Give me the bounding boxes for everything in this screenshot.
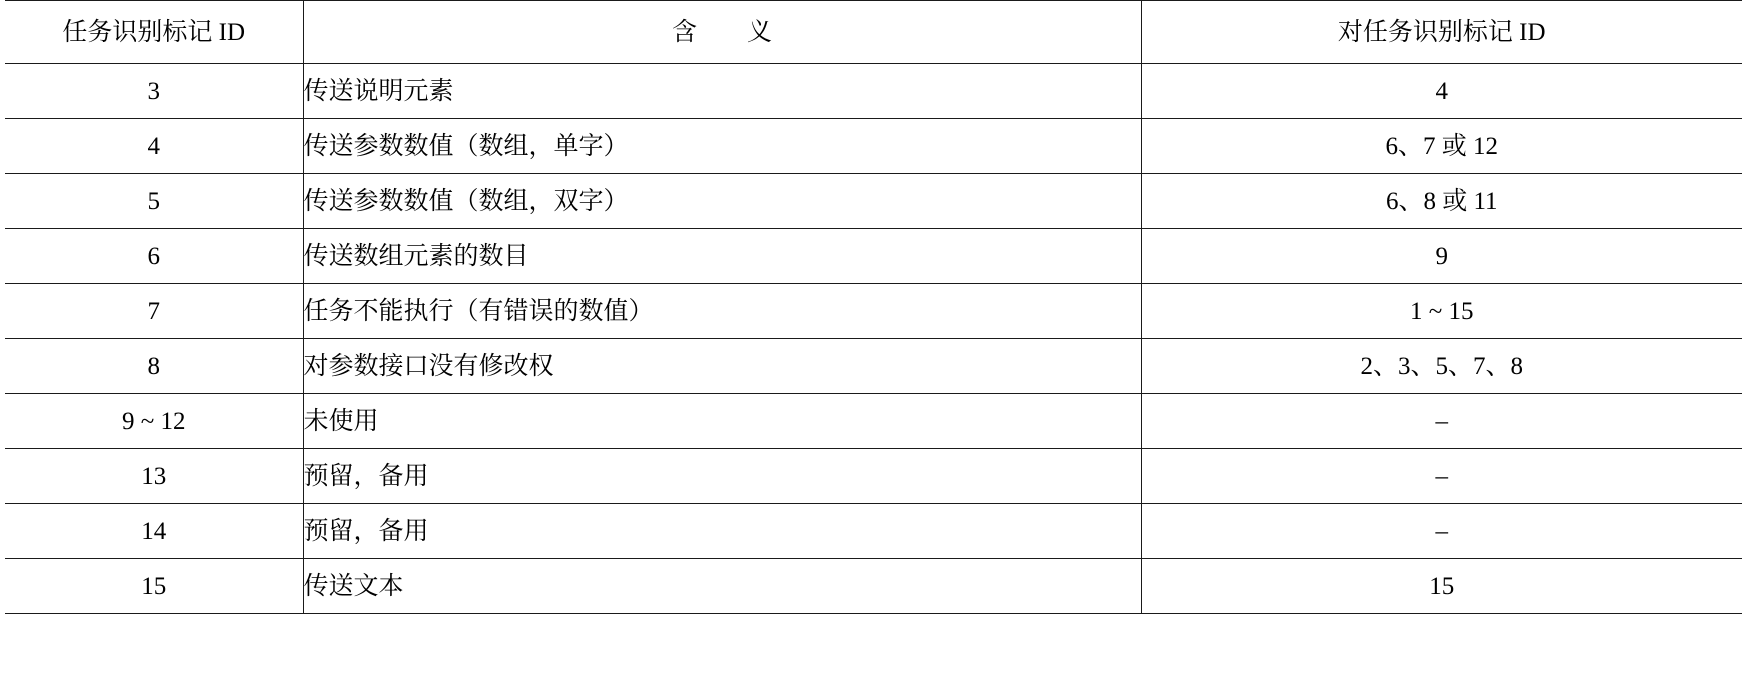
cell-target-id: 1 ~ 15 [1141, 284, 1742, 339]
cell-task-id: 6 [5, 229, 303, 284]
cell-target-id: 9 [1141, 229, 1742, 284]
cell-target-id: – [1141, 394, 1742, 449]
cell-task-id: 7 [5, 284, 303, 339]
cell-task-id: 4 [5, 119, 303, 174]
cell-target-id: – [1141, 449, 1742, 504]
table-row [5, 559, 1742, 614]
cell-meaning: 传送参数数值（数组，单字） [303, 119, 1141, 174]
cell-target-id: – [1141, 504, 1742, 559]
cell-meaning: 对参数接口没有修改权 [303, 339, 1141, 394]
cell-meaning: 传送文本 [303, 559, 1141, 614]
cell-meaning: 传送说明元素 [303, 64, 1141, 119]
cell-task-id: 5 [5, 174, 303, 229]
cell-target-id: 15 [1141, 559, 1742, 614]
table-row [5, 394, 1742, 449]
cell-task-id: 14 [5, 504, 303, 559]
cell-task-id: 8 [5, 339, 303, 394]
cell-target-id: 2、3、5、7、8 [1141, 339, 1742, 394]
table-row [5, 229, 1742, 284]
header-meaning: 含 义 [303, 1, 1141, 64]
table-header-row [5, 1, 1742, 64]
cell-meaning: 预留，备用 [303, 449, 1141, 504]
table-row [5, 504, 1742, 559]
cell-meaning: 预留，备用 [303, 504, 1141, 559]
table-row [5, 64, 1742, 119]
cell-task-id: 13 [5, 449, 303, 504]
table-row [5, 339, 1742, 394]
cell-meaning: 传送参数数值（数组，双字） [303, 174, 1141, 229]
cell-meaning: 传送数组元素的数目 [303, 229, 1141, 284]
cell-target-id: 6、8 或 11 [1141, 174, 1742, 229]
task-id-table [5, 0, 1742, 614]
table-row [5, 284, 1742, 339]
cell-meaning: 任务不能执行（有错误的数值） [303, 284, 1141, 339]
table-row [5, 174, 1742, 229]
cell-task-id: 9 ~ 12 [5, 394, 303, 449]
table-body [5, 64, 1742, 614]
header-target-task-id: 对任务识别标记 ID [1141, 1, 1742, 64]
table-row [5, 449, 1742, 504]
cell-task-id: 15 [5, 559, 303, 614]
table-header [5, 1, 1742, 64]
cell-task-id: 3 [5, 64, 303, 119]
table-row [5, 119, 1742, 174]
header-task-id: 任务识别标记 ID [5, 1, 303, 64]
cell-target-id: 4 [1141, 64, 1742, 119]
cell-meaning: 未使用 [303, 394, 1141, 449]
cell-target-id: 6、7 或 12 [1141, 119, 1742, 174]
